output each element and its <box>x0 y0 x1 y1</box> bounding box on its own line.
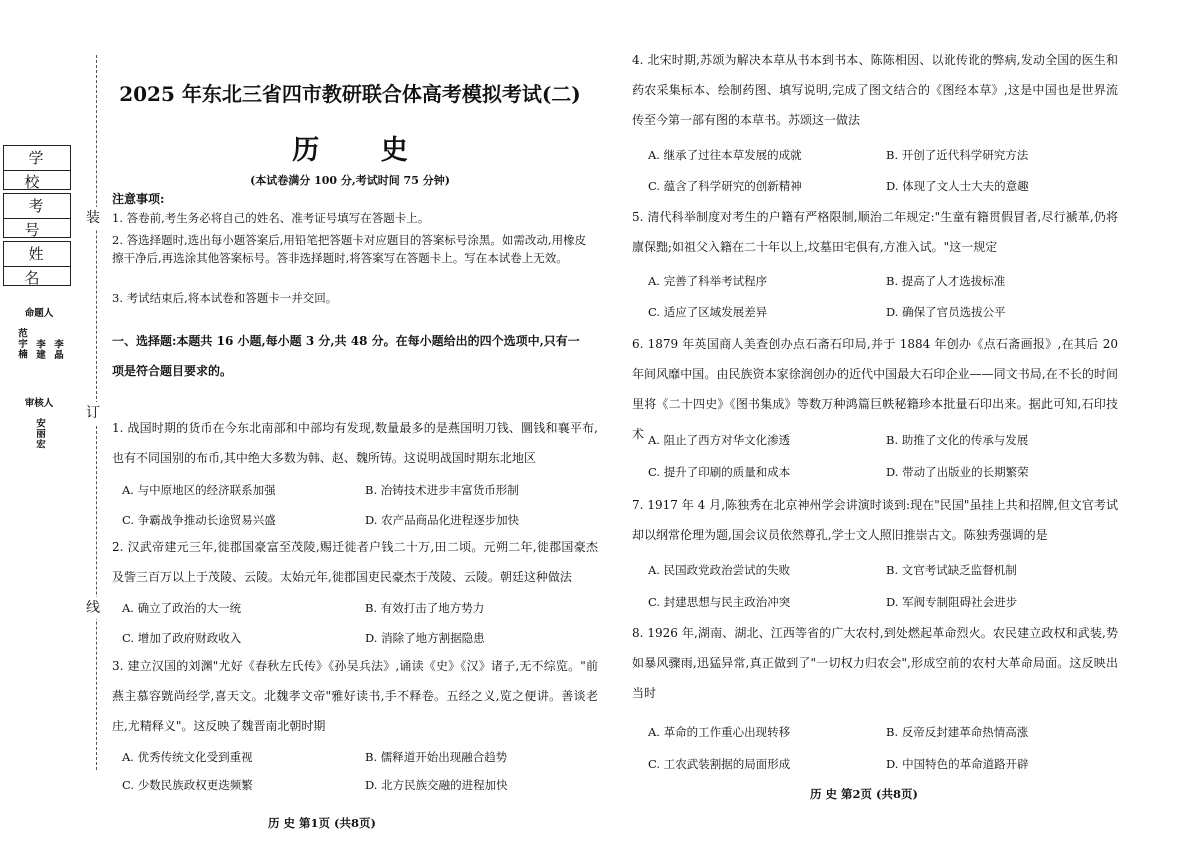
question-8-option-a: A. 革命的工作重心出现转移 <box>648 725 791 739</box>
name-label: 姓 名 <box>4 242 70 267</box>
exam-number-label: 考 号 <box>4 194 70 219</box>
question-8-option-d: D. 中国特色的革命道路开辟 <box>886 757 1029 771</box>
binding-char-zhuang: 装 <box>86 207 100 229</box>
question-6-stem: 6. 1879 年英国商人美查创办点石斋石印局,并于 1884 年创办《点石斋画报》,在其后 20 年间风靡中国。由民族资本家徐润创办的近代中国最大石印企业——同文书局,在不长的时间里将《二十四史》《图书集成》等数万种鸿篇巨帙秘籍珍本批量石印出来。据此可知,石印技术 <box>632 337 1118 441</box>
question-8-option-b: B. 反帝反封建革命热情高涨 <box>886 725 1029 739</box>
question-6-option-c: C. 提升了印刷的质量和成本 <box>648 465 791 479</box>
note-item: 2. 答选择题时,选出每小题答案后,用铅笔把答题卡对应题目的答案标号涂黑。如需改动,用橡皮擦干净后,再选涂其他答案标号。答非选择题时,将答案写在答题卡上。写在本试卷上无效。 <box>112 233 587 265</box>
question-8-option-c: C. 工农武装割据的局面形成 <box>648 757 791 771</box>
question-6-option-d: D. 带动了出版业的长期繁荣 <box>886 465 1029 479</box>
question-1-option-d: D. 农产品商品化进程逐步加快 <box>365 513 520 527</box>
question-2-option-b: B. 有效打击了地方势力 <box>365 601 485 615</box>
binding-char-ding: 订 <box>86 402 100 424</box>
question-2-option-a: A. 确立了政治的大一统 <box>122 601 242 615</box>
question-7-option-d: D. 军阀专制阻碍社会进步 <box>886 595 1018 609</box>
question-7-stem: 7. 1917 年 4 月,陈独秀在北京神州学会讲演时谈到:现在"民国"虽挂上共和招牌,但文官考试却以纲常伦理为题,国会议员依然尊孔,学士文人照旧推崇古文。陈独秀强调的是 <box>632 498 1118 542</box>
notes-heading: 注意事项: <box>112 192 165 206</box>
question-2-option-d: D. 消除了地方割据隐患 <box>365 631 485 645</box>
question-3-option-a: A. 优秀传统文化受到重视 <box>122 750 253 764</box>
question-2-stem: 2. 汉武帝建元三年,徙郡国豪富至茂陵,赐迁徙者户钱二十万,田二顷。元朔二年,徙郡国豪杰及訾三百万以上于茂陵、云陵。太始元年,徙郡国吏民豪杰于茂陵、云陵。朝廷这种做法 <box>112 540 598 584</box>
question-3-option-b: B. 儒释道开始出现融合趋势 <box>365 750 508 764</box>
question-3-option-d: D. 北方民族交融的进程加快 <box>365 778 508 792</box>
question-3-option-c: C. 少数民族政权更迭频繁 <box>122 778 253 792</box>
note-item: 1. 答卷前,考生务必将自己的姓名、准考证号填写在答题卡上。 <box>112 211 430 225</box>
question-3-stem: 3. 建立汉国的刘渊"尤好《春秋左氏传》《孙吴兵法》,诵读《史》《汉》诸子,无不综览。"前燕主慕容皝尚经学,喜天文。北魏孝文帝"雅好读书,手不释卷。五经之义,览之便讲。善谈老庄,尤精释义"。这反映了魏晋南北朝时期 <box>112 659 598 733</box>
question-5-stem: 5. 清代科举制度对考生的户籍有严格限制,顺治二年规定:"生童有籍贯假冒者,尽行褫革,仍将廪保黜;如祖父入籍在二十年以上,坟墓田宅俱有,方准入试。"这一规定 <box>632 210 1118 254</box>
question-4-stem: 4. 北宋时期,苏颂为解决本草从书本到书本、陈陈相因、以讹传讹的弊病,发动全国的医生和药农采集标本、绘制药图、填写说明,完成了图文结合的《图经本草》,这是中国也是世界流传至今第一部有图的本草书。苏颂这一做法 <box>632 53 1118 127</box>
subject-title: 历 史 <box>292 135 434 166</box>
setter-label: 命题人 <box>24 308 54 319</box>
setter-name: 范宇楠 <box>16 328 27 360</box>
question-7-option-a: A. 民国政党政治尝试的失败 <box>648 563 791 577</box>
exam-number-field <box>3 193 71 238</box>
question-1-option-b: B. 冶铸技术进步丰富货币形制 <box>365 483 519 497</box>
question-1-option-c: C. 争霸战争推动长途贸易兴盛 <box>122 513 276 527</box>
question-5-option-d: D. 确保了官员选拔公平 <box>886 305 1006 319</box>
note-item: 3. 考试结束后,将本试卷和答题卡一并交回。 <box>112 291 338 305</box>
question-8-stem: 8. 1926 年,湖南、湖北、江西等省的广大农村,到处燃起革命烈火。农民建立政权和武装,势如暴风骤雨,迅猛异常,真正做到了"一切权力归农会",形成空前的农村大革命局面。这反映出当时 <box>632 626 1118 700</box>
setter-name: 李晶 <box>52 338 63 360</box>
question-4-option-a: A. 继承了过往本草发展的成就 <box>648 148 802 162</box>
page-footer-1: 历 史 第1页 (共8页) <box>268 816 376 830</box>
school-label: 学 校 <box>4 146 70 171</box>
score-note: (本试卷满分 100 分,考试时间 75 分钟) <box>250 174 450 187</box>
question-7-option-b: B. 文官考试缺乏监督机制 <box>886 563 1017 577</box>
question-6-option-b: B. 助推了文化的传承与发展 <box>886 433 1029 447</box>
setter-block <box>0 308 78 364</box>
question-5-option-c: C. 适应了区域发展差异 <box>648 305 768 319</box>
question-4-option-c: C. 蕴含了科学研究的创新精神 <box>648 179 802 193</box>
school-field <box>3 145 71 190</box>
question-2-option-c: C. 增加了政府财政收入 <box>122 631 242 645</box>
page-footer-2: 历 史 第2页 (共8页) <box>810 787 918 801</box>
setter-name: 李建 <box>34 338 45 360</box>
reviewer-name: 安丽宏 <box>34 418 45 450</box>
question-4-option-d: D. 体现了文人士大夫的意趣 <box>886 179 1029 193</box>
question-5-option-a: A. 完善了科举考试程序 <box>648 274 768 288</box>
section-heading: 一、选择题:本题共 16 小题,每小题 3 分,共 48 分。在每小题给出的四个选项中,只有一项是符合题目要求的。 <box>112 334 580 378</box>
question-1-stem: 1. 战国时期的货币在今东北南部和中部均有发现,数量最多的是燕国明刀钱、圜钱和襄平布,也有不同国别的布币,其中绝大多数为韩、赵、魏所铸。这说明战国时期东北地区 <box>112 421 598 465</box>
reviewer-label: 审核人 <box>24 398 54 409</box>
question-5-option-b: B. 提高了人才选拔标准 <box>886 274 1006 288</box>
question-4-option-b: B. 开创了近代科学研究方法 <box>886 148 1029 162</box>
exam-title: 2025 年东北三省四市教研联合体高考模拟考试(二) <box>119 82 581 106</box>
question-1-option-a: A. 与中原地区的经济联系加强 <box>122 483 276 497</box>
question-6-option-a: A. 阻止了西方对华文化渗透 <box>648 433 791 447</box>
question-7-option-c: C. 封建思想与民主政治冲突 <box>648 595 791 609</box>
name-field <box>3 241 71 286</box>
binding-char-xian: 线 <box>86 597 100 619</box>
reviewer-block <box>0 398 78 454</box>
